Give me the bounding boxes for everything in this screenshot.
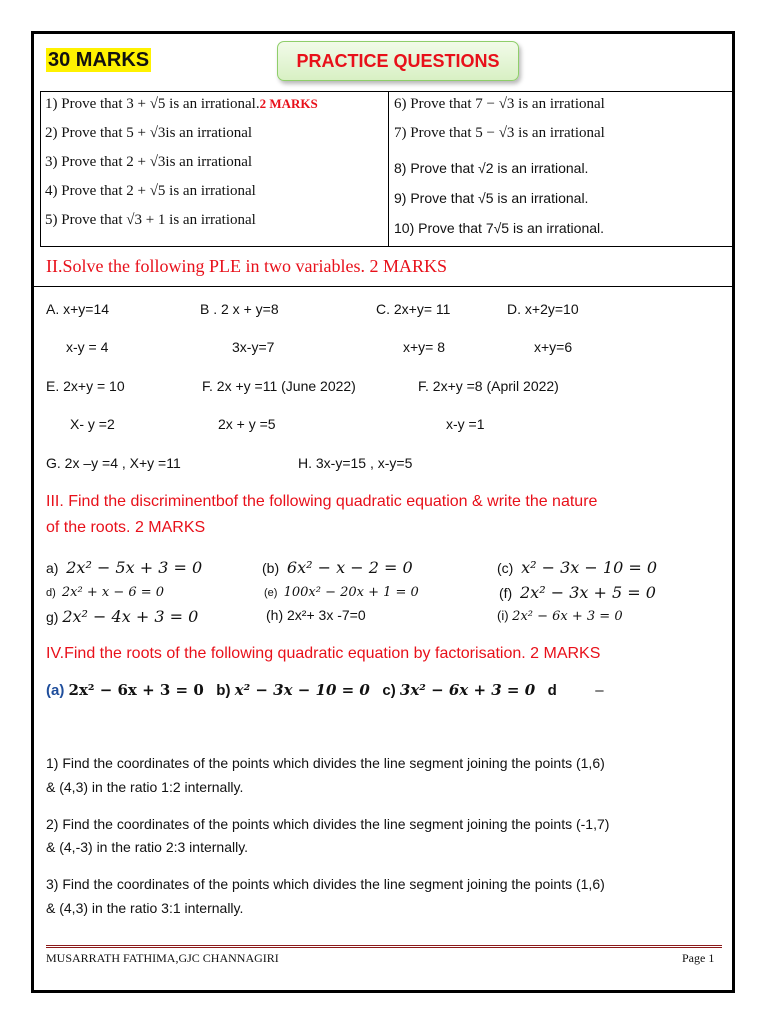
coord-q1-line1: 1) Find the coordinates of the points which divides the line segment joining the points (1,6)	[46, 755, 605, 771]
ple-c: C. 2x+y= 11	[376, 301, 451, 317]
question-6: 6) Prove that 7 − √3 is an irrational	[394, 96, 605, 112]
ple-h: H. 3x-y=15 , x-y=5	[298, 455, 413, 471]
item-d-eq: –	[595, 682, 604, 699]
footer-author: MUSARRATH FATHIMA,GJC CHANNAGIRI	[46, 951, 279, 965]
item-d-label: d	[547, 682, 557, 699]
ple-a: A. x+y=14	[46, 301, 110, 317]
ple-f-june-second: 2x + y =5	[218, 416, 276, 432]
ple-c-second: x+y= 8	[403, 339, 446, 355]
disc-a: a) 2x² − 5x + 3 = 0	[46, 558, 203, 577]
section3-heading-line2: of the roots. 2 MARKS	[46, 519, 206, 536]
disc-e: (e) 100x² − 20x + 1 = 0	[264, 585, 419, 600]
question-10: 10) Prove that 7√5 is an irrational.	[394, 220, 605, 236]
section3-heading-line1: III. Find the discriminentbof the following quadratic equation & write the nature	[46, 493, 598, 510]
ple-e: E. 2x+y = 10	[46, 378, 125, 394]
coord-q2-line2: & (4,-3) in the ratio 2:3 internally.	[46, 839, 249, 855]
coord-q1-line2: & (4,3) in the ratio 1:2 internally.	[46, 779, 244, 795]
question-3: 3) Prove that 2 + √3is an irrational	[45, 154, 253, 170]
section2-heading: II.Solve the following PLE in two variables. 2 MARKS	[46, 256, 447, 276]
factorisation-items	[46, 681, 604, 699]
item-c-eq: 3x² − 6x + 3 = 0	[399, 681, 536, 699]
ple-f-april: F. 2x+y =8 (April 2022)	[418, 378, 559, 394]
question-9: 9) Prove that √5 is an irrational.	[394, 190, 589, 206]
item-a-label: (a)	[46, 682, 65, 699]
disc-f: (f) 2x² − 3x + 5 = 0	[499, 583, 656, 602]
question-1: 1) Prove that 3 + √5 is an irrational.2 MARKS	[45, 96, 318, 112]
item-b-eq: x² − 3x − 10 = 0	[234, 681, 370, 699]
ple-g: G. 2x –y =4 , X+y =11	[46, 455, 181, 471]
section-rule	[33, 286, 733, 287]
question-2: 2) Prove that 5 + √3is an irrational	[45, 125, 253, 141]
coord-q3-line1: 3) Find the coordinates of the points which divides the line segment joining the points (1,6)	[46, 876, 605, 892]
disc-d: d) 2x² + x − 6 = 0	[46, 585, 165, 600]
marks-note: 2 MARKS	[259, 96, 318, 111]
practice-questions-title: PRACTICE QUESTIONS	[277, 41, 519, 81]
item-c-label: c)	[382, 682, 396, 699]
disc-i: (i) 2x² − 6x + 3 = 0	[497, 608, 623, 624]
coord-q3-line2: & (4,3) in the ratio 3:1 internally.	[46, 900, 244, 916]
ple-d-second: x+y=6	[534, 339, 573, 355]
coord-q2-line1: 2) Find the coordinates of the points which divides the line segment joining the points (-1,7)	[46, 816, 610, 832]
ple-f-june: F. 2x +y =11 (June 2022)	[202, 378, 356, 394]
item-a-eq: 2x² − 6x + 3 = 0	[68, 681, 204, 699]
ple-d: D. x+2y=10	[507, 301, 579, 317]
question-5: 5) Prove that √3 + 1 is an irrational	[45, 212, 256, 228]
ple-e-second: X- y =2	[70, 416, 115, 432]
ple-b-second: 3x-y=7	[232, 339, 275, 355]
ple-a-second: x-y = 4	[66, 339, 109, 355]
disc-g: g) 2x² − 4x + 3 = 0	[46, 607, 199, 626]
disc-h: (h) 2x²+ 3x -7=0	[266, 607, 366, 623]
section4-heading: IV.Find the roots of the following quadratic equation by factorisation. 2 MARKS	[46, 645, 601, 662]
footer-page-number: Page 1	[682, 951, 715, 965]
marks-title: 30 MARKS	[48, 49, 150, 71]
ple-f-april-second: x-y =1	[446, 416, 485, 432]
table-divider	[388, 92, 389, 246]
item-b-label: b)	[216, 682, 231, 699]
disc-c: (c) x² − 3x − 10 = 0	[497, 558, 658, 577]
question-7: 7) Prove that 5 − √3 is an irrational	[394, 125, 605, 141]
ple-b: B . 2 x + y=8	[200, 301, 279, 317]
footer-rule	[46, 945, 722, 948]
question-8: 8) Prove that √2 is an irrational.	[394, 160, 589, 176]
disc-b: (b) 6x² − x − 2 = 0	[262, 558, 413, 577]
question-4: 4) Prove that 2 + √5 is an irrational	[45, 183, 256, 199]
